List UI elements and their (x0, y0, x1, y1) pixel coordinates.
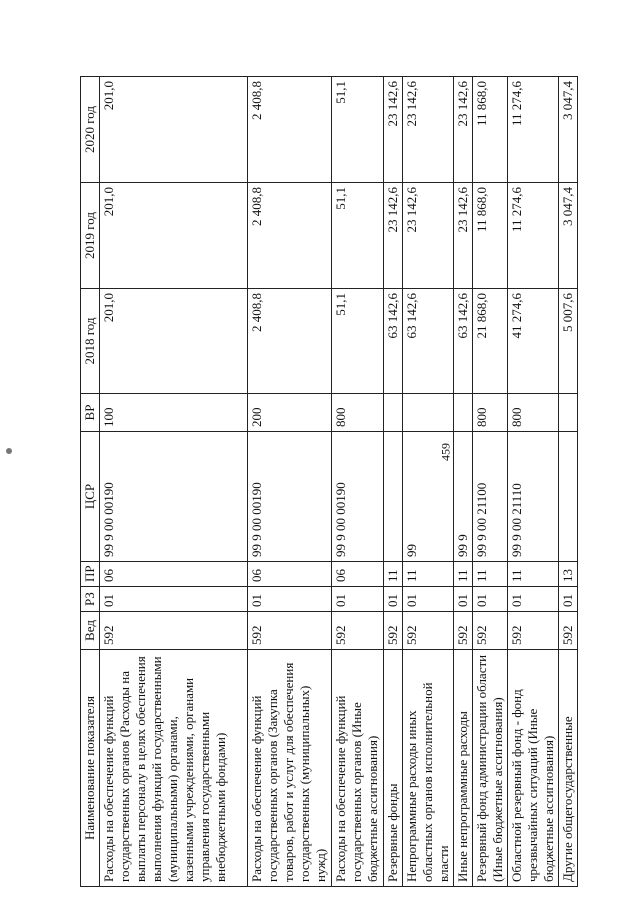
table-row (384, 77, 403, 887)
row-vr: 800 (508, 394, 559, 432)
row-name: Расходы на обеспечение функций государственных органов (Иные бюджетные ассигнования) (332, 650, 384, 887)
row-name: Иные непрограммные расходы (454, 650, 473, 887)
row-vr (384, 394, 403, 432)
row-rz: 01 (384, 587, 403, 612)
header-vr: ВР (81, 394, 100, 432)
row-2018: 21 868,0 (473, 289, 508, 394)
row-pr: 11 (473, 562, 508, 587)
row-vr: 800 (332, 394, 384, 432)
row-csr: 99 9 00 21110 (508, 432, 559, 562)
row-rz: 01 (332, 587, 384, 612)
row-2018: 63 142,6 (454, 289, 473, 394)
header-pr: ПР (81, 562, 100, 587)
row-2020: 23 142,6 (384, 77, 403, 183)
row-ved: 592 (559, 612, 578, 650)
row-csr: 99 9 00 21100 (473, 432, 508, 562)
row-pr: 06 (100, 562, 248, 587)
row-rz: 01 (473, 587, 508, 612)
row-2019: 2 408,8 (248, 183, 332, 289)
row-2019: 23 142,6 (454, 183, 473, 289)
row-2019: 23 142,6 (403, 183, 454, 289)
row-name: Резервный фонд администрации области (Иные бюджетные ассигнования) (473, 650, 508, 887)
row-vr (403, 394, 454, 432)
budget-table-rotated (80, 77, 615, 887)
row-vr: 200 (248, 394, 332, 432)
row-rz: 01 (100, 587, 248, 612)
row-2019: 23 142,6 (384, 183, 403, 289)
row-pr: 11 (454, 562, 473, 587)
row-csr: 99 9 00 00190 (332, 432, 384, 562)
row-2018: 201,0 (100, 289, 248, 394)
row-pr: 06 (332, 562, 384, 587)
row-2020: 23 142,6 (454, 77, 473, 183)
row-ved: 592 (454, 612, 473, 650)
row-2018: 51,1 (332, 289, 384, 394)
row-vr: 100 (100, 394, 248, 432)
row-rz: 01 (454, 587, 473, 612)
header-2019: 2019 год (81, 183, 100, 289)
row-name: Другие общегосударственные (559, 650, 578, 887)
row-ved: 592 (384, 612, 403, 650)
row-ved: 592 (332, 612, 384, 650)
row-2019: 51,1 (332, 183, 384, 289)
row-ved: 592 (248, 612, 332, 650)
header-csr: ЦСР (81, 432, 100, 562)
row-name: Непрограммные расходы иных областных органов исполнительной власти (403, 650, 454, 887)
row-2020: 11 274,6 (508, 77, 559, 183)
row-name: Областной резервный фонд - фонд чрезвычайных ситуаций (Иные бюджетные ассигнования) (508, 650, 559, 887)
header-name: Наименование показателя (81, 650, 100, 887)
row-2018: 63 142,6 (384, 289, 403, 394)
row-rz: 01 (559, 587, 578, 612)
row-2018: 5 007,6 (559, 289, 578, 394)
row-2019: 11 274,6 (508, 183, 559, 289)
row-vr: 800 (473, 394, 508, 432)
row-pr: 11 (403, 562, 454, 587)
row-pr: 13 (559, 562, 578, 587)
row-name: Расходы на обеспечение функций государственных органов (Расходы на выплаты персоналу в целях обеспечения выполнения функций государственными (муниципальными) органами, казенными учреждениями, органами управления государственными внебюджетными фондами) (100, 650, 248, 887)
row-pr: 11 (384, 562, 403, 587)
row-pr: 06 (248, 562, 332, 587)
row-ved: 592 (403, 612, 454, 650)
row-vr (454, 394, 473, 432)
row-name: Расходы на обеспечение функций государственных органов (Закупка товаров, работ и услуг для обеспечения государственных (муниципальных) нужд) (248, 650, 332, 887)
row-csr: 99 9 (454, 432, 473, 562)
row-rz: 01 (508, 587, 559, 612)
table-row (403, 77, 454, 887)
row-name: Резервные фонды (384, 650, 403, 887)
table-row (508, 77, 559, 887)
header-2020: 2020 год (81, 77, 100, 183)
row-ved: 592 (473, 612, 508, 650)
header-ved: Вед (81, 612, 100, 650)
row-csr (559, 432, 578, 562)
row-ved: 592 (100, 612, 248, 650)
row-2019: 3 047,4 (559, 183, 578, 289)
table-row (454, 77, 473, 887)
row-rz: 01 (403, 587, 454, 612)
row-2019: 201,0 (100, 183, 248, 289)
row-csr: 99 9 00 00190 (100, 432, 248, 562)
table-row (332, 77, 384, 887)
row-2018: 63 142,6 (403, 289, 454, 394)
table-row (473, 77, 508, 887)
row-2018: 2 408,8 (248, 289, 332, 394)
row-csr: 99 (403, 432, 454, 562)
row-csr: 99 9 00 00190 (248, 432, 332, 562)
row-ved: 592 (508, 612, 559, 650)
row-pr: 11 (508, 562, 559, 587)
row-2020: 3 047,4 (559, 77, 578, 183)
row-rz: 01 (248, 587, 332, 612)
row-2018: 41 274,6 (508, 289, 559, 394)
row-2020: 2 408,8 (248, 77, 332, 183)
row-2020: 51,1 (332, 77, 384, 183)
row-2019: 11 868,0 (473, 183, 508, 289)
row-vr (559, 394, 578, 432)
row-2020: 23 142,6 (403, 77, 454, 183)
header-2018: 2018 год (81, 289, 100, 394)
row-2020: 11 868,0 (473, 77, 508, 183)
row-csr (384, 432, 403, 562)
table-row (248, 77, 332, 887)
row-2020: 201,0 (100, 77, 248, 183)
budget-table (80, 76, 578, 887)
header-rz: РЗ (81, 587, 100, 612)
scan-dot (6, 448, 12, 454)
table-header-row (81, 77, 100, 887)
table-row (100, 77, 248, 887)
table-row (559, 77, 578, 887)
page-number: 459 (438, 443, 453, 461)
